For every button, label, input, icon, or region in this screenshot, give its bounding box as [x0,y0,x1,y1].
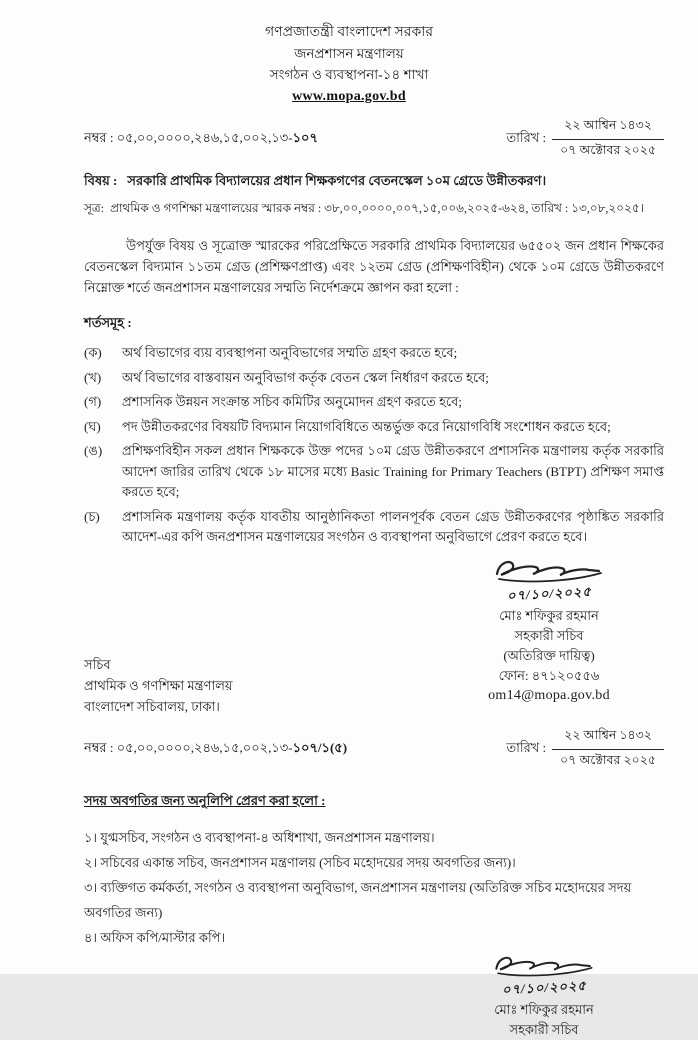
condition-item [84,343,664,364]
reference-text: প্রাথমিক ও গণশিক্ষা মন্ত্রণালয়ের স্মারক নম্বর : ৩৮,০০,০০০০,০০৭,১৫,০০৬,২০২৫-৬২৪, তারিখ : ১৩,০৮,২০২৫। [110,201,644,215]
condition-item [84,392,664,413]
signature-block [434,556,664,706]
ministry-website-link[interactable]: www.mopa.gov.bd [292,89,406,104]
conditions-heading: শর্তসমূহ : [84,315,132,330]
condition-text: প্রশিক্ষণবিহীন সকল প্রধান শিক্ষককে উক্ত পদের ১০ম গ্রেড উন্নীতকরণে প্রশাসনিক মন্ত্রণালয় কর্তৃক সরকারি আদেশ জারির তারিখ থেকে ১৮ মাসের মধ্যে Basic Training for Primary Teachers (BTPT) প্রশিক্ষণ সমাপ্ত করতে হবে; [122,443,664,499]
condition-marker: (গ) [84,394,102,409]
condition-marker: (ঘ) [84,418,101,434]
reference-row [84,200,664,220]
condition-text: পদ উন্নীতকরণের বিষয়টি বিদ্যমান নিয়োগবিধিতে অন্তর্ভুক্ত করে নিয়োগবিধি সংশোধন করতে হবে; [122,418,611,434]
condition-marker: (ঙ) [84,443,103,458]
date-bangla: ২২ আশ্বিন ১৪৩২ [552,117,664,140]
date-gregorian-2: ০৭ অক্টোবর ২০২৫ [560,752,656,767]
cc-list [84,825,664,950]
date-fraction [552,117,664,162]
cc-heading: সদয় অবগতির জন্য অনুলিপি প্রেরণ করা হলো : [84,792,326,808]
date-gregorian: ০৭ অক্টোবর ২০২৫ [560,143,656,157]
signatory2-name: মোঃ শফিকুর রহমান [494,1001,594,1017]
main-paragraph: উপর্যুক্ত বিষয় ও সূত্রোক্ত স্মারকের পরিপ্রেক্ষিতে সরকারি প্রাথমিক বিদ্যালয়ের ৬৫৫০২ জন প্রধান শিক্ষকের বেতনস্কেল বিদ্যমান ১১তম গ্রেড (প্রশিক্ষণপ্রাপ্ত) এবং ১২তম গ্রেড (প্রশিক্ষণবিহীন) থেকে ১০ম গ্রেডে উন্নীতকরণে নিম্নোক্ত শর্তে জনপ্রশাসন মন্ত্রণালয়ের সম্মতি নির্দেশক্রমে জ্ঞাপন করা হলো : [84,238,664,295]
memo-number-row [84,117,664,162]
cc-item: ১। যুগ্মসচিব, সংগঠন ও ব্যবস্থাপনা-৪ অধিশাখা, জনপ্রশাসন মন্ত্রণালয়। [84,829,435,845]
condition-text: প্রশাসনিক মন্ত্রণালয় কর্তৃক যাবতীয় আনুষ্ঠানিকতা পালনপূর্বক বেতন গ্রেড উন্নীতকরণের পৃষ্ঠাঙ্কিত সরকারি আদেশ-এর কপি জনপ্রশাসন মন্ত্রণালয়ের সংগঠন ও ব্যবস্থাপনা অনুবিভাগে প্রেরণ করতে হবে। [122,508,664,544]
signatory-phone: ফোন: ৪৭১২০৫৫৬ [498,667,600,683]
cc-item: ২। সচিবের একান্ত সচিব, জনপ্রশাসন মন্ত্রণালয় (সচিব মহোদয়ের সদয় অবগতির জন্য)। [84,854,516,870]
letterhead [0,0,698,107]
memo-number-label-2: নম্বর : [84,739,114,755]
branch-name: সংগঠন ও ব্যবস্থাপনা-১৪ শাখা [269,67,429,82]
condition-text: প্রশাসনিক উন্নয়ন সংক্রান্ত সচিব কমিটির অনুমোদন গ্রহণ করতে হবে; [122,394,462,409]
memo-number [84,129,318,150]
reference-label: সূত্র: [84,201,105,215]
memo-number-suffix: ১০৭ [292,130,318,145]
condition-text: অর্থ বিভাগের ব্যয় ব্যবস্থাপনা অনুবিভাগের সম্মতি গ্রহণ করতে হবে; [122,345,458,360]
memo-date-2 [506,727,664,772]
memo-number-value-2: ০৫,০০,০০০০,২৪৬,১৫,০০২,১৩- [116,739,293,755]
signatory-designation: সহকারী সচিব [514,627,584,643]
memo-number-2 [84,739,347,760]
condition-marker: (ক) [84,345,102,360]
condition-marker: (খ) [84,369,102,385]
condition-text: অর্থ বিভাগের বাস্তবায়ন অনুবিভাগ কর্তৃক বেতন স্কেল নির্ধারণ করতে হবে; [122,369,489,385]
addressee-title: সচিব [84,656,111,672]
condition-marker: (চ) [84,508,100,524]
memo-number-value: ০৫,০০,০০০০,২৪৬,১৫,০০২,১৩- [116,130,293,145]
government-name: গণপ্রজাতন্ত্রী বাংলাদেশ সরকার [264,25,434,40]
condition-item [84,368,664,389]
date-fraction-2 [552,727,664,772]
memo-number-suffix-2: ১০৭/১(৫) [292,739,348,755]
signatory-additional-charge: (অতিরিক্ত দায়িত্ব) [503,647,595,663]
handwritten-date-2: ০৭/১০/২০২৫ [501,977,587,997]
date-label: তারিখ : [506,130,547,145]
memo-number-row-2 [84,727,664,772]
ministry-name: জনপ্রশাসন মন্ত্রণালয় [294,46,404,61]
handwritten-date: ০৭/১০/২০২৫ [506,583,592,603]
signatory-email[interactable]: om14@mopa.gov.bd [488,687,610,703]
memo-date [506,117,664,162]
signature-block-2 [444,952,644,1040]
addressee-location: বাংলাদেশ সচিবালয়, ঢাকা। [84,698,220,714]
letter-body [0,117,698,1040]
signatory-name: মোঃ শফিকুর রহমান [499,607,599,623]
memo-number-label: নম্বর : [84,130,114,145]
subject-row [84,172,664,193]
date-bangla-2: ২২ আশ্বিন ১৪৩২ [552,727,664,750]
addressee-ministry: প্রাথমিক ও গণশিক্ষা মন্ত্রণালয় [84,677,233,693]
signature-area-2 [84,952,664,1040]
condition-item [84,441,664,503]
addressee-block [84,654,384,717]
subject-label: বিষয় : [84,173,118,188]
condition-item [84,417,664,438]
conditions-list [84,343,664,548]
cc-item: ৪। অফিস কপি/মাস্টার কপি। [84,929,226,945]
cc-item: ৩। ব্যক্তিগত কর্মকর্তা, সংগঠন ও ব্যবস্থাপনা অনুবিভাগ, জনপ্রশাসন মন্ত্রণালয় (অতিরিক্ত সচিব মহোদয়ের সদয় অবগতির জন্য) [84,879,632,920]
date-label-2: তারিখ : [506,739,547,755]
condition-item [84,507,664,548]
subject-text: সরকারি প্রাথমিক বিদ্যালয়ের প্রধান শিক্ষকগণের বেতনস্কেল ১০ম গ্রেডে উন্নীতকরণ। [127,173,547,188]
signatory2-designation: সহকারী সচিব [509,1021,579,1037]
